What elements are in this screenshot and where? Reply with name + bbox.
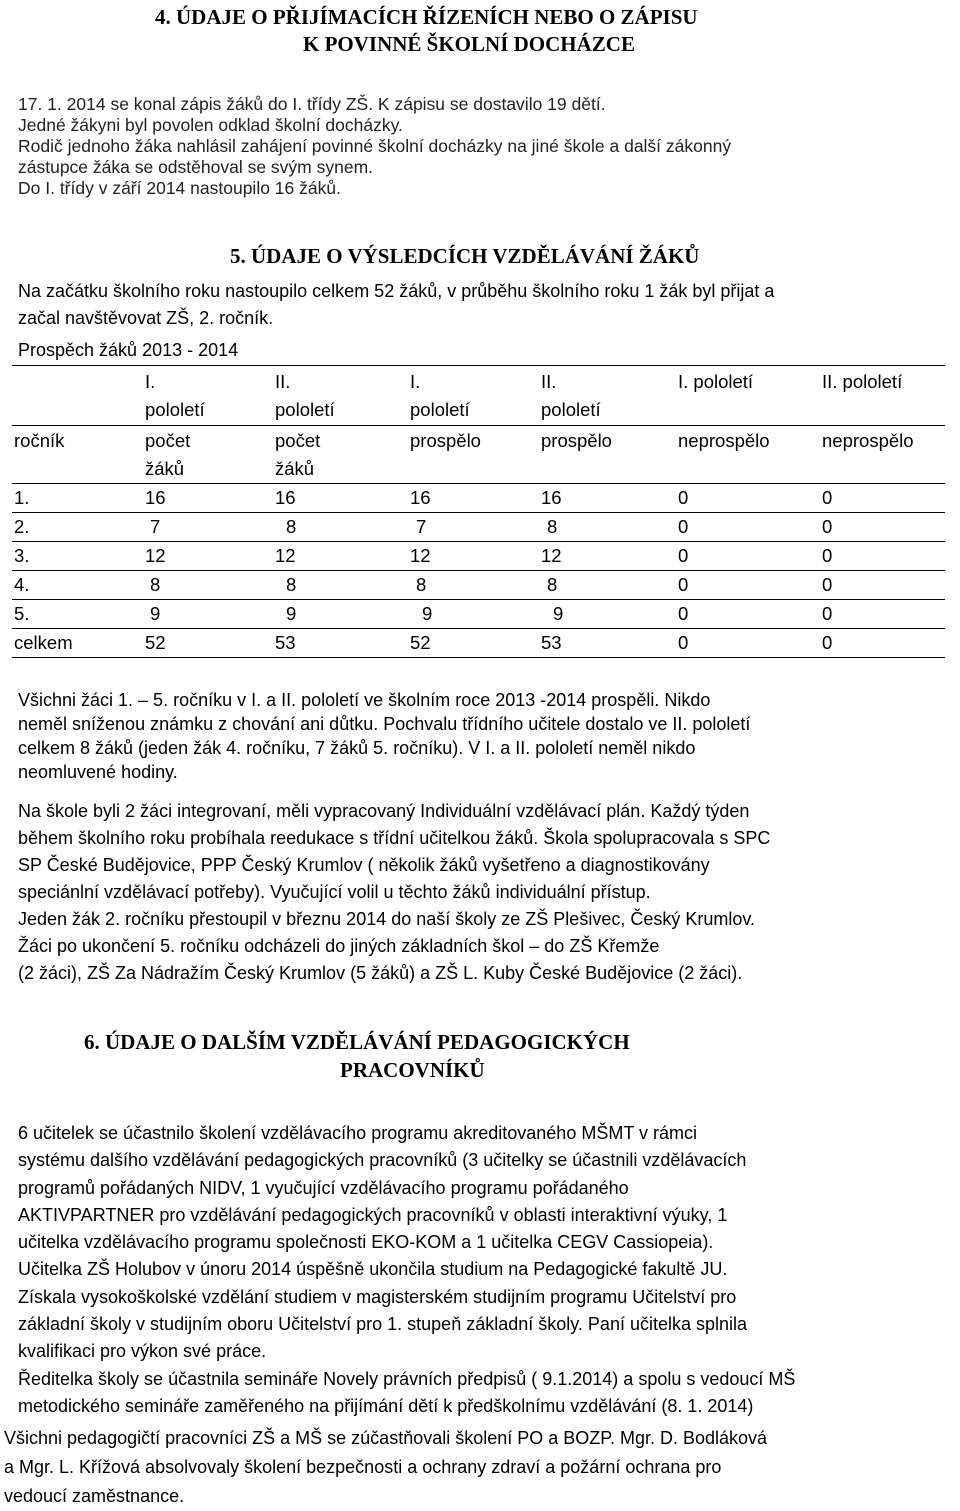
text-line: Do I. třídy v září 2014 nastoupilo 16 žáků. [18,178,341,198]
table-header-cell: neprospělo [822,430,914,451]
text-line: Získala vysokoškolské vzdělání studiem v magisterském studijním programu Učitelství pro [18,1286,737,1307]
table-cell: 16 [541,487,562,508]
text-line: neměl sníženou známku z chování ani důtku. Pochvalu třídního učitele dostalo ve II. pololetí [18,714,751,734]
table-cell: 0 [678,603,689,624]
table-header-cell: II. [541,371,557,392]
text-line: speciánlní vzdělávací potřeby). Vyučující volil u těchto žáků individuální přístup. [18,882,651,902]
table-header-cell: neprospělo [678,430,770,451]
table-cell: 9 [286,603,297,624]
table-header-cell: prospělo [410,430,481,451]
section-5-integration [18,798,770,987]
table-cell: 0 [822,545,833,566]
table-cell: 0 [822,516,833,537]
table-header-cell: I. pololetí [678,371,754,392]
text-line: Na škole byli 2 žáci integrovaní, měli vypracovaný Individuální vzdělávací plán. Každý týden [18,801,750,821]
table-cell: 9 [422,603,433,624]
text-line: během školního roku probíhala reedukace s třídní učitelkou žáků. Škola spolupracovala s SPC [18,828,771,848]
table-cell: 8 [286,574,297,595]
table-cell: celkem [14,632,73,653]
text-line: SP České Budějovice, PPP Český Krumlov ( několik žáků vyšetřeno a diagnostikovány [18,855,710,875]
section-4-heading: 4. ÚDAJE O PŘIJÍMACÍCH ŘÍZENÍCH NEBO O ZÁPISU [155,5,698,29]
text-line: Všichni žáci 1. – 5. ročníku v I. a II. pololetí ve školním roce 2013 -2014 prospěli. Nikdo [18,690,711,710]
table-cell: 16 [275,487,296,508]
text-line: vedoucí zaměstnance. [4,1486,185,1506]
table-cell: 7 [416,516,427,537]
table-cell: 12 [410,545,431,566]
text-line: programů pořádaných NIDV, 1 vyučující vzdělávacího programu pořádaného [18,1177,629,1198]
table-header-cell: počet [275,430,321,451]
table-cell: 16 [410,487,431,508]
table-rule [12,483,945,484]
table-cell: 12 [541,545,562,566]
table-cell: 5. [14,603,30,624]
table-cell: 0 [678,545,689,566]
table-header-cell: pololetí [410,399,470,420]
text-line: Učitelka ZŠ Holubov v únoru 2014 úspěšně ukončila studium na Pedagogické fakultě JU. [18,1259,728,1280]
text-line: základní školy v studijním oboru Učitelství pro 1. stupeň základní školy. Paní učitelka splnila [18,1314,748,1335]
table-cell: 8 [150,574,161,595]
text-line: Žáci po ukončení 5. ročníku odcházeli do jiných základních škol – do ZŠ Křemže [18,936,660,956]
table-header-cell: ročník [14,430,65,451]
table-cell: 2. [14,516,30,537]
text-line: 6 učitelek se účastnilo školení vzdělávacího programu akreditovaného MŠMT v rámci [18,1123,697,1143]
table-header-cell: počet [145,430,191,451]
section-5-heading: 5. ÚDAJE O VÝSLEDCÍCH VZDĚLÁVÁNÍ ŽÁKŮ [230,244,700,268]
table-cell: 0 [822,632,833,653]
table-rule [12,657,945,658]
table-cell: 8 [416,574,427,595]
table-cell: 0 [678,632,689,653]
table-cell: 0 [678,516,689,537]
table-header-cell: pololetí [541,399,601,420]
text-line: Jeden žák 2. ročníku přestoupil v březnu 2014 do naší školy ze ZŠ Plešivec, Český Krumlov. [18,909,756,929]
table-header-cell: II. pololetí [822,371,903,392]
table-header-cell: žáků [275,458,315,479]
table-rule [12,570,945,571]
table-cell: 0 [678,574,689,595]
table-cell: 7 [150,516,161,537]
table-cell: 0 [822,574,833,595]
text-line: kvalifikaci pro výkon své práce. [18,1341,267,1362]
table-cell: 9 [553,603,564,624]
table-header-cell: I. [410,371,421,392]
table-header-cell: I. [145,371,156,392]
table-cell: 12 [275,545,296,566]
section-4-heading-continued: K POVINNÉ ŠKOLNÍ DOCHÁZCE [303,32,635,56]
text-line: neomluvené hodiny. [18,762,178,782]
section-6-heading-continued: PRACOVNÍKŮ [340,1058,485,1082]
section-4-paragraph [18,94,731,199]
table-rule [12,541,945,542]
table-cell: 52 [145,632,166,653]
text-line: učitelka vzdělávacího programu společnosti EKO-KOM a 1 učitelka CEGV Cassiopeia). [18,1232,714,1253]
table-cell: 3. [14,545,30,566]
table-cell: 52 [410,632,431,653]
section-5-summary [18,688,750,784]
table-cell: 8 [547,516,558,537]
text-line: AKTIVPARTNER pro vzdělávání pedagogických pracovníků v oblasti interaktivní výuky, 1 [18,1204,728,1225]
table-rule [12,512,945,513]
text-line: začal navštěvovat ZŠ, 2. ročník. [18,308,274,328]
section-6-heading: 6. ÚDAJE O DALŠÍM VZDĚLÁVÁNÍ PEDAGOGICKÝCH [84,1030,630,1054]
table-cell: 1. [14,487,30,508]
table-cell: 9 [150,603,161,624]
table-cell: 0 [678,487,689,508]
section-6-closing [4,1424,767,1511]
text-line: Rodič jednoho žáka nahlásil zahájení povinné školní docházky na jiné škole a další zákonný [18,136,732,156]
text-line: 17. 1. 2014 se konal zápis žáků do I. třídy ZŠ. K zápisu se dostavilo 19 dětí. [18,94,606,114]
text-line: Na začátku školního roku nastoupilo celkem 52 žáků, v průběhu školního roku 1 žák byl přijat a [18,281,775,301]
table-cell: 53 [541,632,562,653]
table-header-cell: pololetí [275,399,335,420]
text-line: Ředitelka školy se účastnila semináře Novely právních předpisů ( 9.1.2014) a spolu s vedoucí MŠ [18,1368,796,1389]
text-line: zástupce žáka se odstěhoval se svým synem. [18,157,374,177]
text-line: celkem 8 žáků (jeden žák 4. ročníku, 7 žáků 5. ročníku). V I. a II. pololetí neměl nikdo [18,738,696,758]
text-line: metodického semináře zaměřeného na přijímání dětí k předškolnímu vzdělávání (8. 1. 2014) [18,1395,754,1416]
text-line: systému dalšího vzdělávání pedagogických pracovníků (3 učitelky se účastnili vzdělávacích [18,1150,747,1171]
table-header-cell: II. [275,371,291,392]
table-header-cell: prospělo [541,430,612,451]
table-caption: Prospěch žáků 2013 - 2014 [18,340,239,360]
text-line: Jedné žákyni byl povolen odklad školní docházky. [18,115,403,135]
text-line: Všichni pedagogičtí pracovníci ZŠ a MŠ se zúčastňovali školení PO a BOZP. Mgr. D. Bodláková [4,1428,768,1448]
table-cell: 8 [547,574,558,595]
table-header-cell: pololetí [145,399,205,420]
table-cell: 16 [145,487,166,508]
table-header-cell: žáků [145,458,185,479]
text-line: (2 žáci), ZŠ Za Nádražím Český Krumlov (5 žáků) a ZŠ L. Kuby České Budějovice (2 žáci). [18,963,743,983]
table-rule [12,628,945,629]
table-cell: 4. [14,574,30,595]
table-cell: 53 [275,632,296,653]
table-cell: 0 [822,603,833,624]
table-cell: 12 [145,545,166,566]
section-6-paragraph [18,1120,795,1420]
text-line: a Mgr. L. Křížová absolvovaly školení bezpečnosti a ochrany zdraví a požární ochrana pro [4,1457,722,1477]
table-rule [12,365,945,366]
table-cell: 8 [286,516,297,537]
section-5-intro [18,278,774,332]
table-rule [12,599,945,600]
table-cell: 0 [822,487,833,508]
table-rule [12,425,945,426]
